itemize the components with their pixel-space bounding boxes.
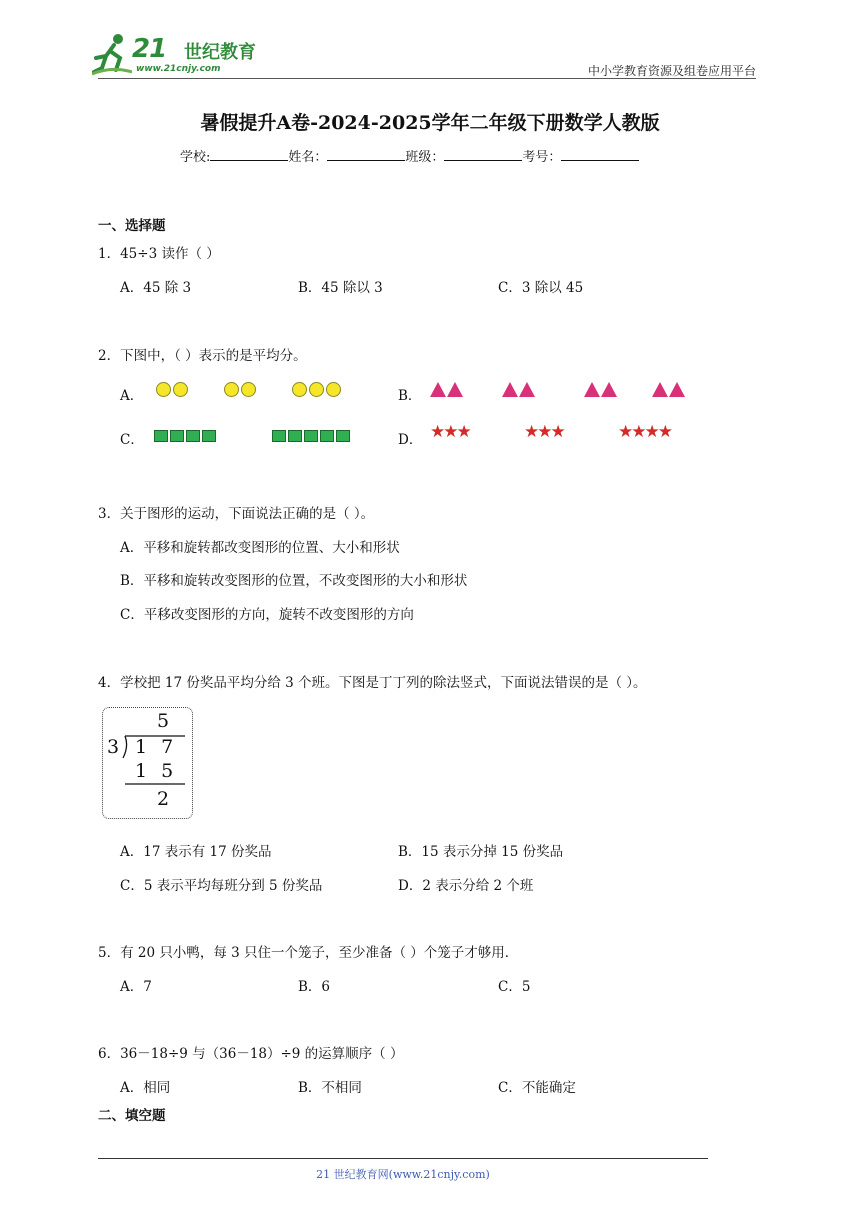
star-shape: ★ — [644, 422, 660, 442]
star-shape: ★ — [456, 422, 472, 442]
q2-option-c[interactable]: C． — [120, 432, 144, 448]
square-shape — [272, 430, 286, 442]
logo-number: 21 — [132, 34, 167, 64]
circle-shape — [224, 382, 239, 397]
q6-option-c[interactable]: C．不能确定 — [498, 1080, 576, 1096]
square-shape — [202, 430, 216, 442]
star-group — [430, 424, 470, 441]
division-remainder: 2 — [157, 788, 170, 810]
triangle-group — [502, 382, 536, 397]
star-shape: ★ — [524, 422, 540, 442]
triangle-group — [652, 382, 686, 397]
square-shape — [320, 430, 334, 442]
q2-stem: 2．下图中，（ ）表示的是平均分。 — [98, 348, 307, 364]
square-group — [272, 430, 352, 442]
star-group — [618, 424, 671, 441]
q2-option-b[interactable]: B． — [398, 388, 422, 404]
number-field[interactable] — [561, 148, 639, 161]
triangle-shape — [430, 382, 446, 397]
triangle-shape — [502, 382, 518, 397]
logo — [92, 32, 262, 78]
star-shape: ★ — [443, 422, 459, 442]
triangle-shape — [601, 382, 617, 397]
star-shape: ★ — [430, 422, 446, 442]
runner-logo-icon — [92, 32, 132, 76]
q2-option-a[interactable]: A． — [120, 388, 144, 404]
circle-shape — [156, 382, 171, 397]
triangle-shape — [652, 382, 668, 397]
star-shape: ★ — [618, 422, 634, 442]
triangle-shape — [584, 382, 600, 397]
triangle-shape — [519, 382, 535, 397]
header-divider — [98, 78, 756, 79]
circle-group — [292, 382, 343, 397]
division-product: 1 5 — [135, 760, 178, 782]
q1-option-b[interactable]: B．45 除以 3 — [298, 280, 383, 296]
number-label: 考号： — [522, 150, 562, 165]
triangle-group — [584, 382, 618, 397]
circle-group — [224, 382, 258, 397]
footer-divider — [98, 1158, 708, 1159]
section-fill-title: 二、填空题 — [98, 1108, 166, 1124]
q3-option-a[interactable]: A．平移和旋转都改变图形的位置、大小和形状 — [120, 540, 400, 556]
q3-option-c[interactable]: C．平移改变图形的方向，旋转不改变图形的方向 — [120, 607, 414, 623]
q5-stem: 5．有 20 只小鸭，每 3 只住一个笼子，至少准备（ ）个笼子才够用． — [98, 945, 519, 961]
star-shape: ★ — [550, 422, 566, 442]
triangle-shape — [669, 382, 685, 397]
q4-option-c[interactable]: C．5 表示平均每班分到 5 份奖品 — [120, 878, 323, 894]
q3-option-b[interactable]: B．平移和旋转改变图形的位置，不改变图形的大小和形状 — [120, 573, 468, 589]
q6-option-b[interactable]: B．不相同 — [298, 1080, 362, 1096]
class-label: 班级： — [405, 150, 445, 165]
school-field[interactable] — [210, 148, 288, 161]
q1-stem: 1．45÷3 读作（ ） — [98, 246, 220, 262]
star-shape: ★ — [631, 422, 647, 442]
division-divisor: 3 — [107, 736, 120, 758]
circle-shape — [309, 382, 324, 397]
q2-option-d[interactable]: D． — [398, 432, 423, 448]
circle-shape — [292, 382, 307, 397]
division-dividend: 1 7 — [135, 736, 178, 758]
circle-shape — [326, 382, 341, 397]
circle-shape — [173, 382, 188, 397]
square-shape — [170, 430, 184, 442]
q5-option-a[interactable]: A．7 — [120, 979, 152, 995]
circle-shape — [241, 382, 256, 397]
q4-option-a[interactable]: A．17 表示有 17 份奖品 — [120, 844, 272, 860]
star-group — [524, 424, 564, 441]
square-shape — [288, 430, 302, 442]
q3-stem: 3．关于图形的运动，下面说法正确的是（ ）。 — [98, 506, 375, 522]
class-field[interactable] — [444, 148, 522, 161]
square-shape — [304, 430, 318, 442]
student-info — [180, 146, 639, 165]
q4-stem: 4．学校把 17 份奖品平均分给 3 个班。下图是丁丁列的除法竖式，下面说法错误的是（ ）。 — [98, 675, 647, 691]
q6-option-a[interactable]: A．相同 — [120, 1080, 171, 1096]
square-shape — [336, 430, 350, 442]
circle-group — [156, 382, 190, 397]
square-shape — [154, 430, 168, 442]
name-label: 姓名： — [288, 150, 328, 165]
logo-text: 世纪教育 — [184, 42, 256, 63]
q4-option-d[interactable]: D．2 表示分给 2 个班 — [398, 878, 534, 894]
long-division-figure — [102, 707, 193, 819]
footer-text: 21 世纪教育网(www.21cnjy.com) — [316, 1168, 490, 1181]
square-group — [154, 430, 218, 442]
star-shape: ★ — [657, 422, 673, 442]
q6-stem: 6．36－18÷9 与（36－18）÷9 的运算顺序（ ） — [98, 1046, 404, 1062]
q1-option-a[interactable]: A．45 除 3 — [120, 280, 192, 296]
page-title: 暑假提升A卷-2024-2025学年二年级下册数学人教版 — [200, 112, 660, 134]
platform-label: 中小学教育资源及组卷应用平台 — [587, 64, 756, 78]
section-choice-title: 一、选择题 — [98, 218, 166, 234]
triangle-group — [430, 382, 464, 397]
q1-option-c[interactable]: C．3 除以 45 — [498, 280, 584, 296]
name-field[interactable] — [327, 148, 405, 161]
division-quotient: 5 — [157, 710, 170, 732]
triangle-shape — [447, 382, 463, 397]
q5-option-c[interactable]: C．5 — [498, 979, 531, 995]
square-shape — [186, 430, 200, 442]
school-label: 学校: — [180, 150, 211, 165]
star-shape: ★ — [537, 422, 553, 442]
q4-option-b[interactable]: B．15 表示分掉 15 份奖品 — [398, 844, 564, 860]
logo-url: www.21cnjy.com — [136, 64, 221, 74]
q5-option-b[interactable]: B．6 — [298, 979, 331, 995]
